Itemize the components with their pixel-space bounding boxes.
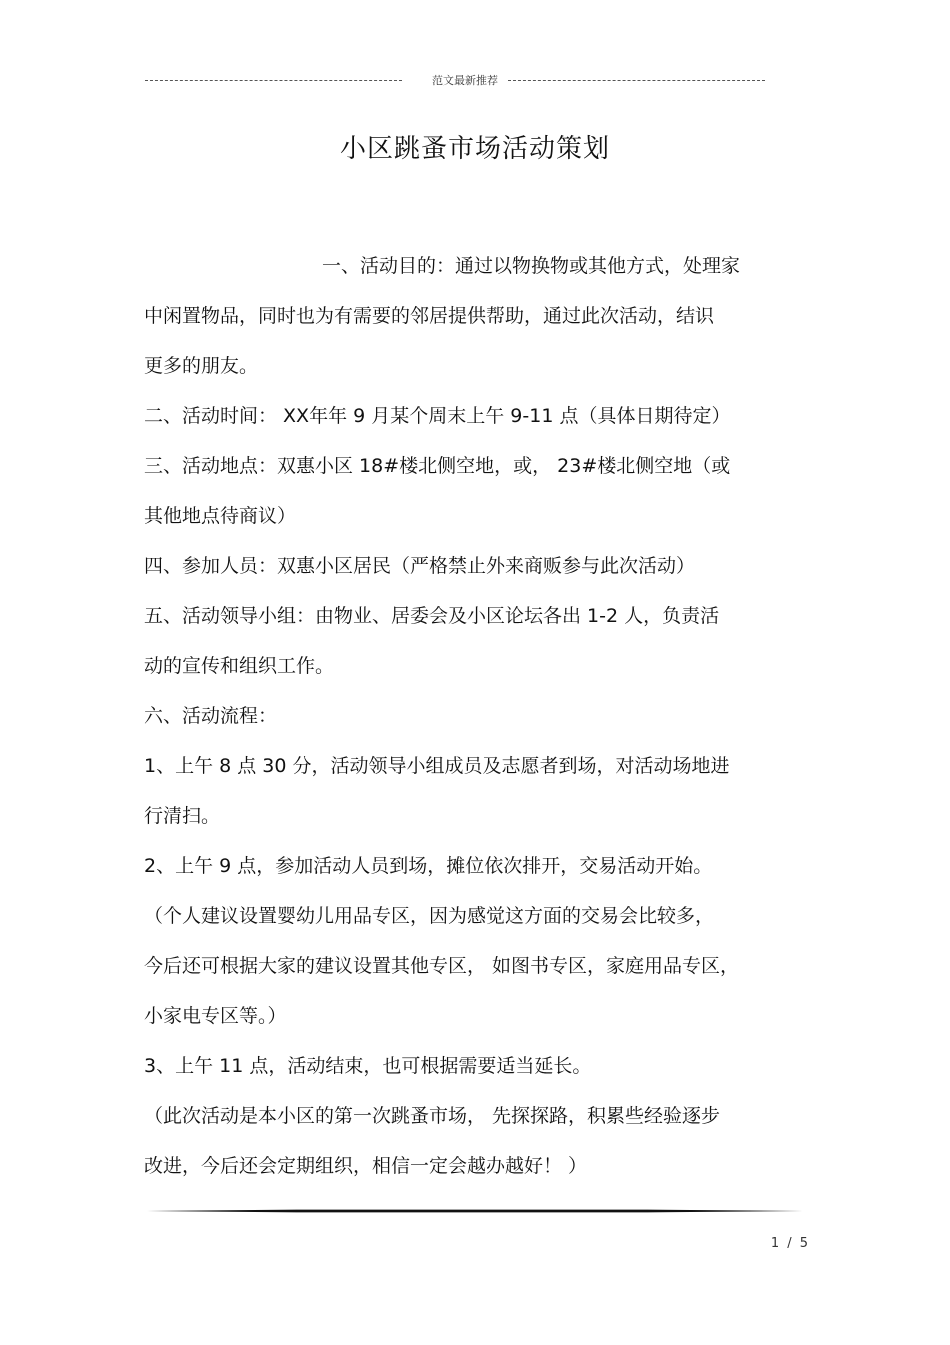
paragraph-line: 1、上午 8 点 30 分，活动领导小组成员及志愿者到场，对活动场地进	[144, 755, 730, 777]
header-dash-left	[145, 80, 402, 81]
paragraph-line: 其他地点待商议）	[144, 505, 297, 527]
paragraph-line: 四、参加人员：双惠小区居民（严格禁止外来商贩参与此次活动）	[144, 555, 696, 577]
paragraph-line: 三、活动地点：双惠小区 18#楼北侧空地，或， 23#楼北侧空地（或	[144, 455, 731, 477]
paragraph-line: 六、活动流程：	[144, 705, 278, 727]
header-dash-right	[508, 80, 765, 81]
document-title: 小区跳蚤市场活动策划	[339, 134, 610, 164]
document-body	[144, 246, 809, 1196]
paragraph-line: 一、活动目的：通过以物换物或其他方式，处理家	[322, 255, 741, 277]
paragraph-line: 3、上午 11 点，活动结束，也可根据需要适当延长。	[144, 1055, 592, 1077]
paragraph-line: 二、活动时间： XX年年 9 月某个周末上午 9-11 点（具体日期待定）	[144, 405, 731, 427]
paragraph-line: （个人建议设置婴幼儿用品专区，因为感觉这方面的交易会比较多，	[144, 905, 715, 927]
page-number: 1 / 5	[770, 1236, 810, 1251]
paragraph-line: （此次活动是本小区的第一次跳蚤市场， 先探探路，积累些经验逐步	[144, 1105, 721, 1127]
paragraph-line: 更多的朋友。	[144, 355, 259, 377]
header-text: 范文最新推荐	[432, 74, 498, 87]
footer-rule	[147, 1209, 803, 1213]
paragraph-line: 2、上午 9 点，参加活动人员到场，摊位依次排开，交易活动开始。	[144, 855, 713, 877]
paragraph-line: 改进，今后还会定期组织，相信一定会越办越好！ ）	[144, 1155, 588, 1177]
paragraph-line: 行清扫。	[144, 805, 221, 827]
paragraph-line: 中闲置物品，同时也为有需要的邻居提供帮助，通过此次活动，结识	[144, 305, 715, 327]
paragraph-line: 小家电专区等。）	[144, 1005, 287, 1027]
paragraph-line: 动的宣传和组织工作。	[144, 655, 335, 677]
page-header	[145, 72, 765, 88]
paragraph-line: 五、活动领导小组：由物业、居委会及小区论坛各出 1-2 人，负责活	[144, 605, 720, 627]
paragraph-line: 今后还可根据大家的建议设置其他专区， 如图书专区，家庭用品专区，	[144, 955, 740, 977]
